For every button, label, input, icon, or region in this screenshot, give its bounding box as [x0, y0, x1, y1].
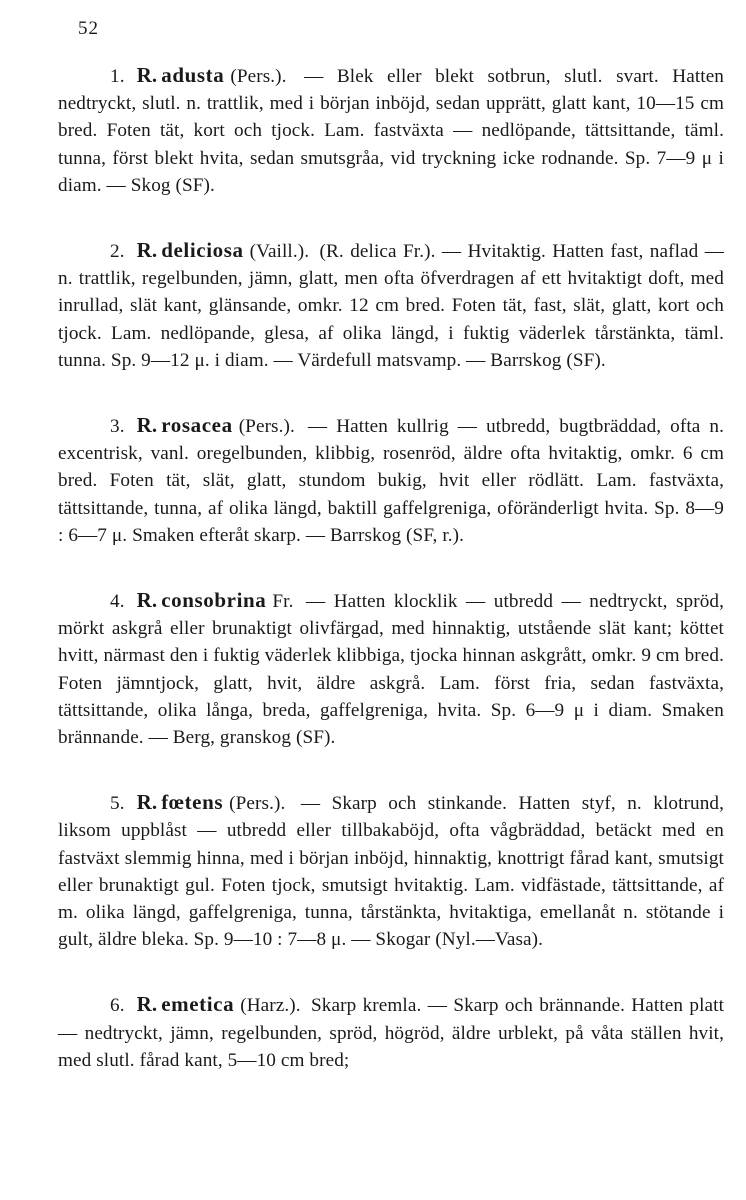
entry-description: — Hatten kullrig — utbredd, bugtbräddad, ofta n. excentrisk, vanl. oregelbunden, klibbig, rosenröd, äldre ofta hvitaktig, omkr. 6 cm bred. Foten tät, slät, glatt, stundom bukig, hvit eller rödlätt. Lam. fastväxta, tättsittande, tunna, af olika längd, baktill gaffelgreniga, oföränderligt hvita. Sp. 8—9 : 6—7 μ. Smaken efteråt skarp. — Barrskog (SF, r.).	[58, 416, 724, 546]
species-entry-rosacea	[58, 412, 724, 549]
entry-description: — Blek eller blekt sotbrun, slutl. svart. Hatten nedtryckt, slutl. n. trattlik, med i början inböjd, sedan upprätt, glatt kant, 10—15 cm bred. Foten tät, kort och tjock. Lam. fastväxta — nedlöpande, tättsittande, täml. tunna, först blekt hvita, sedan smutsgråa, vid tryckning icke rodnande. Sp. 7—9 μ i diam. — Skog (SF).	[58, 66, 725, 196]
entry-number: 6.	[110, 995, 125, 1017]
entry-number: 5.	[110, 793, 125, 815]
species-entry-adusta	[58, 62, 724, 199]
genus-name: R.	[136, 413, 158, 438]
author-citation: (Vaill.).	[249, 241, 310, 263]
species-name: deliciosa	[161, 238, 244, 263]
genus-name: R.	[136, 63, 158, 87]
entry-number: 1.	[110, 66, 125, 87]
entry-description: — Skarp och stinkande. Hatten styf, n. klotrund, liksom uppblåst — utbredd eller tillbakaböjd, ofta vågbräddad, betäckt med en fastväxt slemmig hinna, med i början inböjd, hinnaktig, knottrigt fårad kant, smutsigt eller brunaktigt gul. Foten tjock, smutsigt hvitaktig. Lam. vidfästade, tättsittande, af m. olika längd, gaffelgreniga, tunna, tårstänkta, hvitaktiga, emellanåt n. stötande i gult, äldre bleka. Sp. 9—10 : 7—8 μ. — Skogar (Nyl.—Vasa).	[58, 793, 724, 951]
entry-description: (R. delica Fr.). — Hvitaktig. Hatten fast, naflad — n. trattlik, regelbunden, jämn, glatt, men ofta öfverdragen af ett hvitaktigt doft, med inrullad, slät kant, glänsande, omkr. 12 cm bred. Foten tät, fast, slät, glatt, kort och tjock. Lam. nedlöpande, glesa, af olika längd, i fuktig väderlek tårstänkta, täml. tunna. Sp. 9—12 μ. i diam. — Värdefull matsvamp. — Barrskog (SF).	[58, 241, 725, 371]
genus-name: R.	[136, 992, 158, 1017]
page-number: 52	[78, 18, 99, 39]
species-entries	[58, 62, 724, 1112]
genus-name: R.	[136, 588, 158, 613]
species-name: emetica	[161, 992, 235, 1017]
entry-number: 3.	[110, 416, 125, 438]
entry-description: Skarp kremla. — Skarp och brännande. Hatten platt — nedtryckt, jämn, regelbunden, spröd, högröd, äldre urblekt, på våta ställen hvit, med slutl. fårad kant, 5—10 cm bred;	[58, 995, 724, 1071]
species-name: adusta	[161, 63, 225, 87]
species-entry-emetica	[58, 991, 724, 1074]
author-citation: (Pers.).	[229, 793, 286, 815]
species-entry-foetens	[58, 789, 724, 953]
species-entry-consobrina	[58, 587, 724, 751]
entry-number: 4.	[110, 591, 125, 613]
species-name: consobrina	[161, 588, 267, 613]
author-citation: (Pers.).	[238, 416, 295, 438]
author-citation: (Harz.).	[240, 995, 301, 1017]
species-name: fœtens	[161, 790, 224, 815]
species-entry-deliciosa	[58, 237, 724, 374]
genus-name: R.	[136, 790, 158, 815]
genus-name: R.	[136, 238, 158, 263]
author-citation: (Pers.).	[230, 66, 287, 87]
entry-number: 2.	[110, 241, 125, 263]
entry-description: — Hatten klocklik — utbredd — nedtryckt, spröd, mörkt askgrå eller brunaktigt olivfärgad, med hinnaktig, utstående slät kant; köttet hvitt, närmast den i fuktig väderlek klibbiga, tjocka hinnan askgrått, omkr. 9 cm bred. Foten jämntjock, glatt, hvit, äldre askgrå. Lam. först fria, sedan fastväxta, tättsittande, olika långa, breda, gaffelgreniga, hvita. Sp. 6—9 μ i diam. Smaken brännande. — Berg, granskog (SF).	[58, 591, 724, 749]
species-name: rosacea	[161, 413, 233, 438]
author-citation: Fr.	[272, 591, 294, 613]
